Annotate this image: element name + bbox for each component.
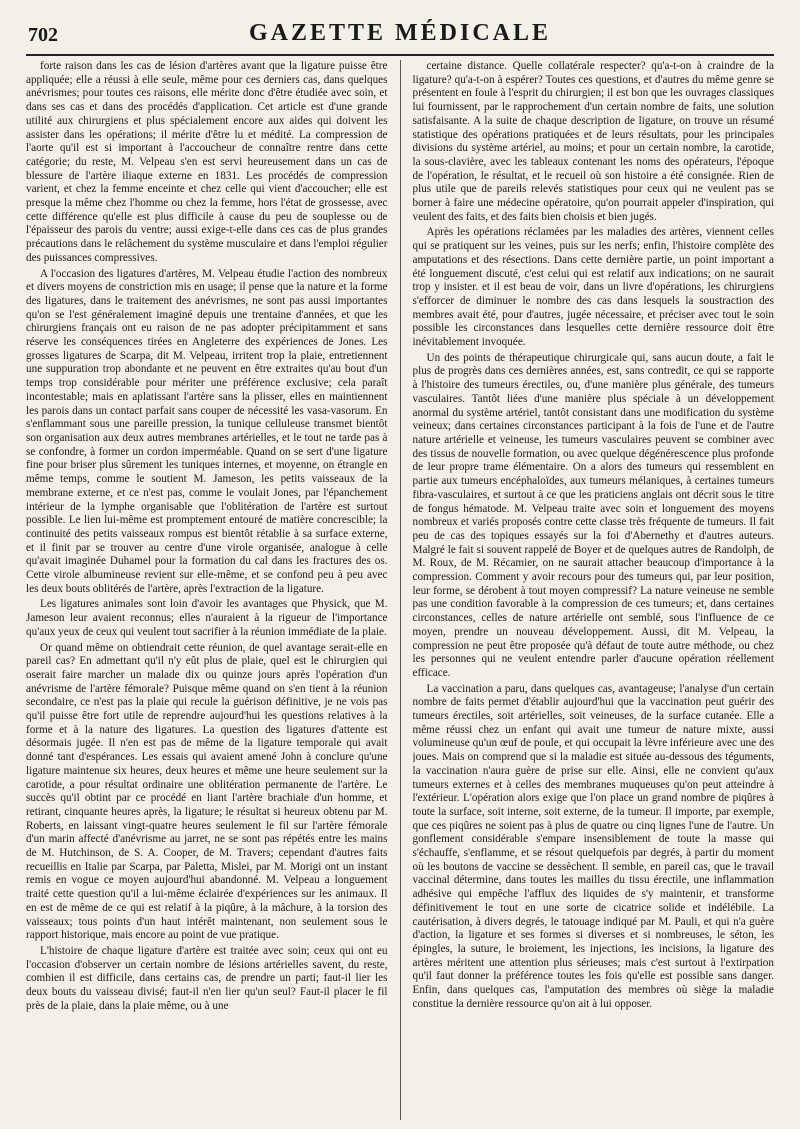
article-columns: [26, 60, 774, 1120]
journal-title: GAZETTE MÉDICALE: [248, 20, 552, 46]
paragraph: Or quand même on obtiendrait cette réunion, de quel avantage serait-elle en pareil cas? En admettant qu'il n'y eût plus de plaie, quel est le chirurgien qui oserait faire marcher un malade dix ou quinze jours après l'opération d'un anévrisme de l'artère fémorale? Puisque même quand on s'en tient à la réunion secondaire, ce n'est pas la plaie qui recule la guérison définitive, je ne vois pas qu'il puisse être fort utile de reprendre aujourd'hui les questions relatives à la forme et à la nature des ligatures. La question des ligatures d'attente est désormais jugée. Il n'en est pas de même de la ligature temporale qui avait donné tant d'espérances. Les essais qui avaient amené John à conclure qu'une ligature maintenue six heures, deux heures et même une heure seulement sur la carotide, a pour résultat ordinaire une oblitération permanente de l'artère. Le succès qu'il obtint par ce procédé en liant l'artère brachiale d'un homme, et retirant, cinquante heures après, la ligature; le résultat si heureux obtenu par M. Roberts, en laissant vingt-quatre heures seulement le fil sur l'artère fémorale d'un marin affecté d'anévrisme au jarret, ne se sont pas répétés entre les mains de M. Hutchinson, de S. A. Cooper, de M. Travers; cependant d'autres faits recueillis en Italie par Scarpa, par Paletta, Mislei, par M. Morigi ont un instant remis en vogue ce moyen aujourd'hui abandonné. M. Velpeau a longuement traité cette question qu'il a lui-même éclairée d'expériences sur les animaux. Il en est de même de ce qui est relatif à la piqûre, à la mâchure, à la torsion des vaisseaux; tous points d'un haut intérêt maintenant, non seulement sous le rapport historique, mais encore au point de vue pratique.: [26, 641, 388, 942]
paragraph: L'histoire de chaque ligature d'artère est traitée avec soin; ceux qui ont eu l'occasion d'observer un certain nombre de lésions artérielles savent, du reste, combien il est difficile, dans certains cas, de prendre un parti; faut-il lier les deux bouts du vaisseau divisé; faut-il n'en lier qu'un seul? Faut-il placer le fil près de la plaie, dans la plaie même, ou à une: [26, 945, 388, 1012]
page-header: [26, 14, 774, 56]
paragraph: forte raison dans les cas de lésion d'artères avant que la ligature puisse être appliquée; elle a réussi à elle seule, même pour ces derniers cas, dans quelques anévrismes; pour toutes ces raisons, elle mérite donc d'être étudiée avec soin, et dans ses cas et dans des procédés d'application. Cet article est d'une grande utilité aux chirurgiens et plus spécialement encore aux aides qui doivent les assister dans les opérations; il mérite d'être lu et médité. La compression de l'aorte qu'il est si important à l'accoucheur de connaître rentre dans cette catégorie; du reste, M. Velpeau s'en est servi heureusement dans un cas de blessure de l'artère iliaque externe en 1831. Les procédés de compression varient, et chez la femme enceinte et chez celle qui vient d'accoucher; elle est presque la même chez l'homme ou chez la femme, hors l'état de grossesse, avec cette différence qu'elle est plus difficile à cause du peu de souplesse ou de l'épaisseur des parois du ventre; aussi exige-t-elle dans ces cas de plus grandes précautions dans le relâchement du système musculaire et dans l'emploi régulier des puissances compressives.: [26, 60, 388, 264]
paragraph: Un des points de thérapeutique chirurgicale qui, sans aucun doute, a fait le plus de progrès dans ces dernières années, est, sans contredit, ce qui se rapporte à l'histoire des tumeurs érectiles, ou, d'une manière plus générale, des tumeurs vasculaires. Tantôt liées d'une manière plus spéciale à un développement anormal du système artériel, tantôt consistant dans une modification du système veineux; dans certaines circonstances participant à la fois de l'une et de l'autre nature artérielle et veineuse, les tumeurs vasculaires peuvent se combiner avec des tissus de nouvelle formation, ou avec quelque dégénérescence plus profonde de leur propre trame élémentaire. On a alors des tumeurs qui ressemblent en partie aux tumeurs encéphaloïdes, aux tumeurs mélaniques, à certaines tumeurs fibra-vasculaires, et surtout à ce que les praticiens anglais ont décrit sous le titre de fongus hématode. M. Velpeau traite avec soin et longuement des moyens nombreux et variés proposés contre cette classe très fréquente de tumeurs. Il fait peu de cas des topiques essayés sur la foi d'Abernethy et d'autres auteurs. Malgré le fait si souvent rappelé de Boyer et de quelques autres de Randolph, de M. Roux, de M. Récamier, on ne saurait attacher beaucoup d'importance à la compression. Comment y avoir recours pour des tumeurs qui, par leur position, leur forme, se dérobent à tout moyen compressif? La nature veineuse ne semble pas une condition favorable à la compression de ces tumeurs; et, dans certaines circonstances, celles de nature artérielle ont semblé, sous l'influence de ce moyen, prendre un nouveau développement. Aussi, dit M. Velpeau, la compression ne peut être proposée qu'à défaut de toute autre méthode, ou chez les personnes qui ne veulent entendre parler d'aucune opération réellement efficace.: [412, 351, 774, 679]
paragraph: Les ligatures animales sont loin d'avoir les avantages que Physick, que M. Jameson leur avaient reconnus; elles n'auraient à la rigueur de l'importance qu'aux yeux de ceux qui veulent tout sacrifier à la réunion immédiate de la plaie.: [26, 598, 388, 638]
left-column: [26, 60, 388, 1120]
page-number: 702: [28, 24, 58, 46]
right-column: [413, 60, 775, 1120]
paragraph: certaine distance. Quelle collatérale respecter? qu'a-t-on à craindre de la ligature? qu'a-t-on à espérer? Toutes ces questions, et d'autres du même genre se présentent en foule à l'esprit du chirurgien; il est bon que les ouvrages classiques lui fournissent, par le rapprochement d'un certain nombre de faits, une solution satisfaisante. A la suite de chaque description de ligature, on trouve un résumé statistique des opérations pratiquées et de leurs résultats, pour les principales divisions du système artériel, au moins; et pour un certain nombre, la carotide, la sous-clavière, avec les tableaux contenant les noms des opérateurs, l'époque de l'opération, le résultat, et le recueil où son histoire a été consignée. Rien de plus utile que de pareils relevés statistiques pour ceux qui ne veulent pas se borner à faire une médecine opératoire, qu'on pourrait appeler d'inspiration, qui veulent des faits, et des faits bien choisis et bien jugés.: [412, 60, 774, 223]
paragraph: Après les opérations réclamées par les maladies des artères, viennent celles qui se pratiquent sur les veines, puis sur les nerfs; enfin, l'histoire complète des amputations et des résections. Dans cette dernière partie, un point important a été longuement discuté, c'est celui qui est relatif aux indications; on ne saurait trop y insister. et il est beau de voir, dans un livre d'opérations, les chirurgiens s'efforcer de diminuer le nombre des cas dans lesquels la soustraction des membres avait été, pour d'autres, jugée nécessaire, et préciser avec tout le soin possible les circonstances dans lesquelles cette dernière ressource doit être inévitablement invoquée.: [412, 226, 774, 349]
paragraph: La vaccination a paru, dans quelques cas, avantageuse; l'analyse d'un certain nombre de faits permet d'établir aujourd'hui que la vaccination peut guérir des tumeurs érectiles, soit artérielles, soit veineuses, de la surface cutanée. Elle a même réussi chez un enfant qui avait une tumeur de nature mixte, aussi volumineuse qu'un œuf de poule, et qui occupait la lèvre inférieure avec une des joues. Mais on comprend que si la maladie est située au-dessous des téguments, la vaccination n'aura guère de prise sur elle. Ainsi, elle ne convient qu'aux tumeurs externes et à celles des membranes muqueuses qu'on peut atteindre à l'extérieur. L'opération alors exige que l'on place un grand nombre de piqûres à toute la surface, soit interne, soit externe, de la tumeur. Il importe, par exemple, que ces piqûres ne soient pas à plus de quatre ou cinq lignes l'une de l'autre. Un gonflement considérable s'empare insensiblement de toute la masse qui s'échauffe, s'enflamme, et se résout quelquefois par degrés, à partir du moment où les boutons de vaccine se dessèchent. Il semble, en pareil cas, que le travail vaccinal détermine, dans toutes les mailles du tissu érectile, une inflammation adhésive qui empêche l'afflux des liquides de s'y maintenir, et transforme définitivement le tout en une sorte de cicatrice solide et indélébile. La cautérisation, à divers degrés, le tatouage indiqué par M. Pauli, et qui n'a guère d'action, la ligature et ses formes si diverses et si nombreuses, le séton, les épingles, la suture, le broiement, les injections, les incisions, la ligature des artères méritent une attention plus sérieuses; mais c'est surtout à l'extirpation qu'il faut donner la préférence toutes les fois qu'elle est possible sans danger. Enfin, dans quelques cas, l'amputation des membres où siège la maladie constitue la dernière ressource qu'on ait à lui opposer.: [412, 682, 774, 1010]
column-divider: [400, 60, 401, 1120]
paragraph: A l'occasion des ligatures d'artères, M. Velpeau étudie l'action des nombreux et divers moyens de constriction mis en usage; il pense que la nature et la forme des ligatures, dans le traitement des anévrismes, ne sont pas aussi importantes qu'on se l'est généralement imaginé depuis une trentaine d'années, et que les chirurgiens français ont eu raison de ne pas adopter précipitamment et sans réserve les conséquences tirées en Angleterre des expériences de Jones. Les grosses ligatures de Scarpa, dit M. Velpeau, irritent trop la plaie, entretiennent une suppuration trop abondante et ne peuvent en être extraites qu'au bout d'un temps trop considérable pour mériter une préférence exclusive; cela paraît incontestable; mais en aplatissant l'artère sans la plisser, elles en maintiennent les parois dans un contact parfait sans couper de nécessité les vasa-vasorum. En s'enflammant sous une pareille pression, la tunique celluleuse transmet bientôt son organisation aux deux autres membranes artérielles, et le tout ne tarde pas à se confondre, à former un cordon imperméable. Quand on se sert d'une ligature fine pour briser plus sûrement les tuniques internes, et moyenne, on étrangle en même temps, comme le soutient M. Jameson, les petits vaisseaux de la membrane externe, et ce n'est pas, comme le voulait Jones, par l'épanchement intérieur de la lymphe organisable que l'oblitération de l'artère est surtout possible. Le lien lui-même est promptement entouré de matière concrescible; la continuité des petits vaisseaux rompus est bientôt rétablie à sa surface externe, et il finit par se trouver au centre d'une virole organisée, analogue à celle qu'avait imaginée Duhamel pour la formation du cal dans les fractures des os. Cette virole albumineuse revient sur elle-même, et se confond peu à peu avec les deux bouts oblitérés de l'artère, après l'extraction de la ligature.: [26, 267, 388, 595]
